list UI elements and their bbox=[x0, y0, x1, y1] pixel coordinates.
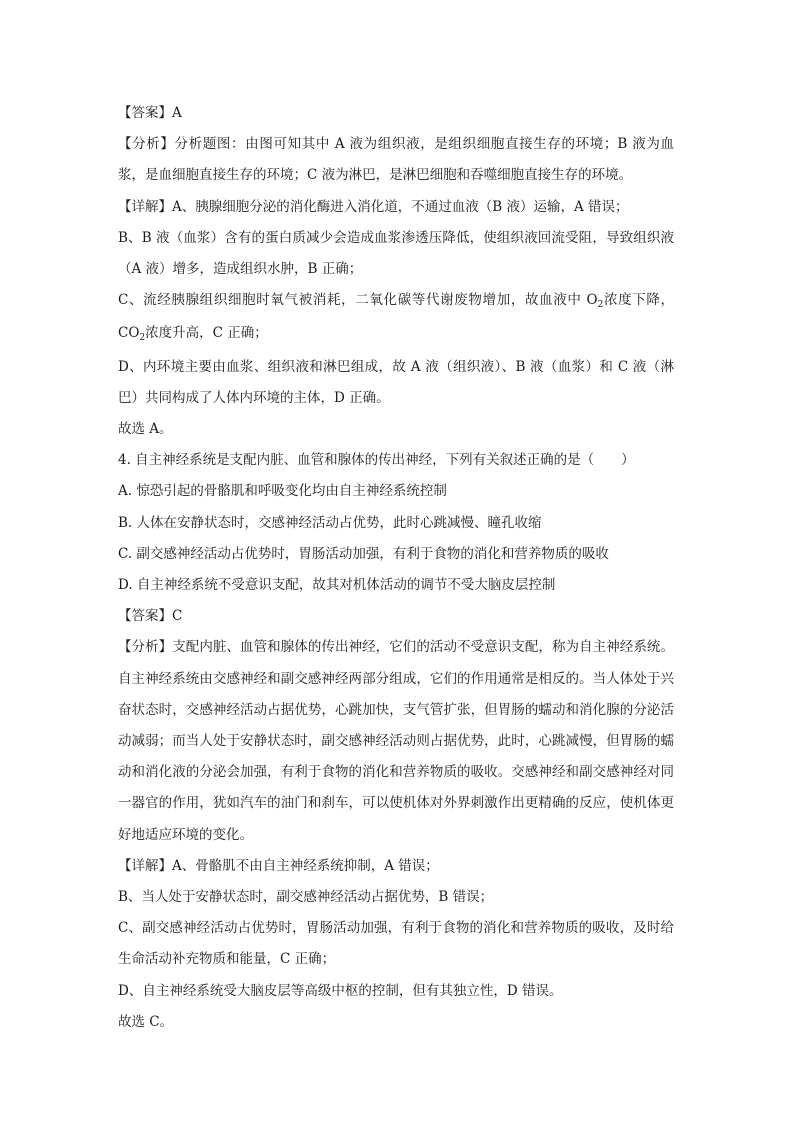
analysis-text: 分析题图：由图可知其中 A 液为组织液，是组织细胞直接生存的环境；B 液为血浆，是血细胞直接生存的环境；C 液为淋巴，是淋巴细胞和吞噬细胞直接生存的环境。 bbox=[118, 136, 675, 184]
q4-detail-b: B、当人处于安静状态时，副交感神经活动占据优势，B 错误； bbox=[118, 889, 494, 906]
q4-detail-c: C、副交感神经活动占优势时，胃肠活动加强，有利于食物的消化和营养物质的吸收，及时给生命活动补充物质和能量，C 正确； bbox=[118, 920, 674, 968]
q4-answer bbox=[118, 601, 674, 632]
q4-detail-a bbox=[118, 851, 674, 882]
q3-detail-d: D、内环境主要由血浆、组织液和淋巴组成，故 A 液（组织液）、B 液（血浆）和 C 液（淋巴）共同构成了人体内环境的主体，D 正确。 bbox=[118, 358, 674, 406]
q3-analysis bbox=[118, 129, 674, 191]
answer-value: A bbox=[172, 105, 182, 121]
detail-tag: 【详解】 bbox=[118, 198, 172, 215]
analysis-tag: 【分析】 bbox=[118, 639, 173, 656]
analysis-text: 支配内脏、血管和腺体的传出神经，它们的活动不受意识支配，称为自主神经系统。自主神经系统由交感神经和副交感神经两部分组成，它们的作用通常是相反的。当人体处于兴奋状态时，交感神经活动占据优势，心跳加快，支气管扩张，但胃肠的蠕动和消化腺的分泌活动减弱；而当人处于安静状态时，副交感神经活动则占据优势，此时，心跳减慢，但胃肠的蠕动和消化液的分泌会加强，有利于食物的消化和营养物质的吸收。交感神经和副交感神经对同一器官的作用，犹如汽车的油门和刹车，可以使机体对外界刺激作出更精确的反应，使机体更好地适应环境的变化。 bbox=[118, 639, 674, 843]
q3-detail-b: B、B 液（血浆）含有的蛋白质减少会造成血浆渗透压降低，使组织液回流受阻，导致组织液（A 液）增多，造成组织水肿，B 正确； bbox=[118, 229, 674, 278]
page-content bbox=[118, 98, 674, 1038]
detail-c-pre: C、流经胰腺组织细胞时氧气被消耗，二氧化碳等代谢废物增加，故血液中 O bbox=[118, 292, 598, 309]
q4-option-b: B. 人体在安静状态时，交感神经活动占优势，此时心跳减慢、瞳孔收缩 bbox=[118, 514, 542, 531]
q4-stem: 4. 自主神经系统是支配内脏、血管和腺体的传出神经，下列有关叙述正确的是（ ） bbox=[118, 452, 635, 469]
answer-tag: 【答案】 bbox=[118, 608, 172, 625]
o2-subscript: 2 bbox=[597, 300, 604, 311]
q4-option-c: C. 副交感神经活动占优势时，胃肠活动加强，有利于食物的消化和营养物质的吸收 bbox=[118, 545, 609, 562]
detail-c-mid: 浓度下降，CO bbox=[118, 292, 675, 342]
detail-text: A、骨骼肌不由自主神经系统抑制，A 错误； bbox=[172, 857, 439, 874]
q4-detail-d: D、自主神经系统受大脑皮层等高级中枢的控制，但有其独立性，D 错误。 bbox=[118, 982, 563, 999]
answer-value: C bbox=[172, 608, 183, 625]
q4-conclusion: 故选 C。 bbox=[118, 1013, 174, 1030]
q4-option-a: A. 惊恐引起的骨骼肌和呼吸变化均由自主神经系统控制 bbox=[118, 483, 447, 500]
q4-analysis bbox=[118, 632, 674, 850]
detail-text: A、胰腺细胞分泌的消化酶进入消化道，不通过血液（B 液）运输，A 错误； bbox=[172, 198, 629, 215]
detail-c-post: 浓度升高，C 正确； bbox=[145, 325, 268, 342]
q3-detail-c bbox=[118, 285, 674, 351]
co2-subscript: 2 bbox=[139, 333, 146, 344]
analysis-tag: 【分析】 bbox=[118, 136, 175, 153]
q3-answer bbox=[118, 98, 674, 129]
answer-tag: 【答案】 bbox=[118, 105, 172, 121]
detail-tag: 【详解】 bbox=[118, 857, 172, 874]
q4-option-d: D. 自主神经系统不受意识支配，故其对机体活动的调节不受大脑皮层控制 bbox=[118, 577, 556, 594]
q3-conclusion: 故选 A。 bbox=[118, 421, 173, 438]
q3-detail-a bbox=[118, 192, 674, 223]
